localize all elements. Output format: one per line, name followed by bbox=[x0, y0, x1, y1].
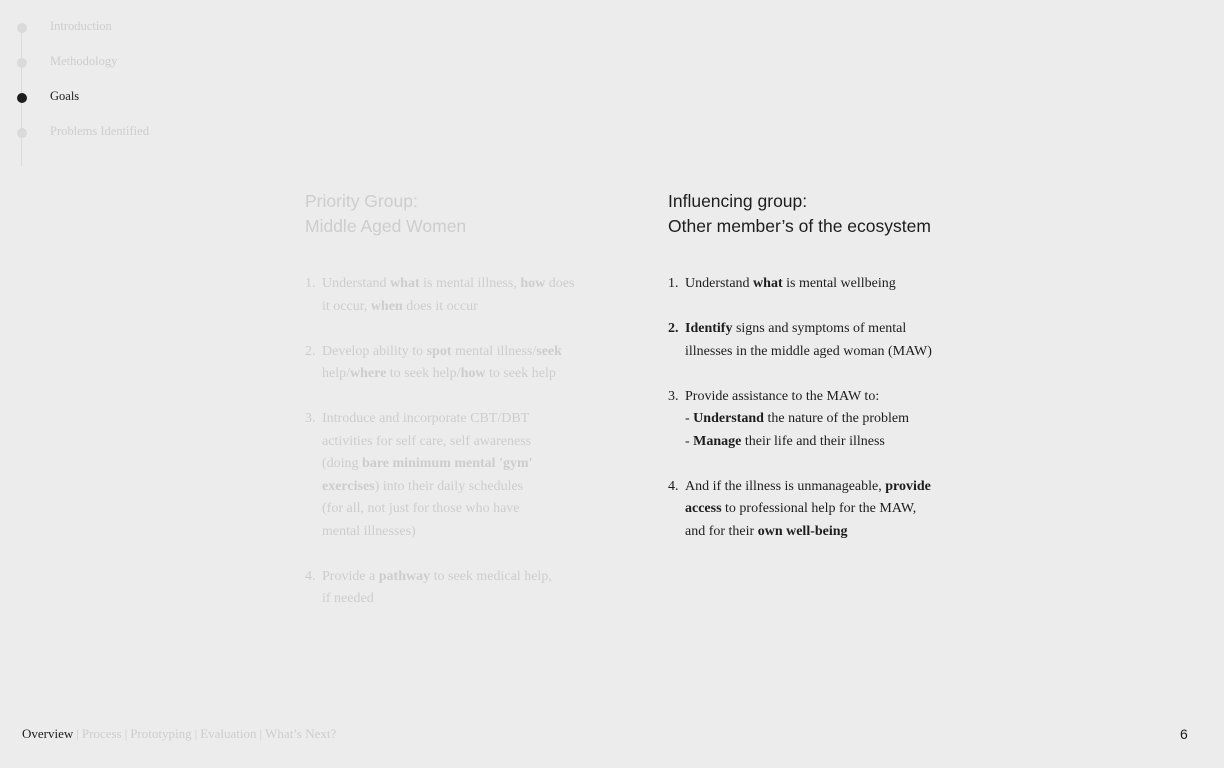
emphasis-text: what bbox=[753, 276, 783, 291]
emphasis-text: seek bbox=[536, 343, 562, 359]
emphasis-text: bare minimum mental 'gym' bbox=[362, 456, 533, 471]
influencing-group-heading bbox=[668, 189, 988, 239]
emphasis-text: pathway bbox=[378, 568, 431, 584]
nav-separator: | bbox=[259, 726, 263, 741]
goal-number: 3. bbox=[668, 388, 679, 404]
heading-line: Influencing group: bbox=[668, 191, 808, 211]
emphasis-text: access bbox=[685, 501, 722, 516]
nav-separator: | bbox=[76, 726, 79, 741]
priority-group-heading bbox=[305, 189, 605, 239]
goal-number: 2. bbox=[668, 321, 679, 336]
emphasis-text: Manage bbox=[693, 433, 742, 449]
goal-text: Identify signs and symptoms of mental illnesses in the middle aged woman (MAW) bbox=[685, 321, 932, 359]
influencing-group-section bbox=[668, 189, 988, 539]
goal-number: 2. bbox=[305, 343, 316, 359]
goal-text: Understand what is mental wellbeing bbox=[685, 276, 896, 291]
influencing-goals-list bbox=[668, 273, 932, 566]
goal-list-item bbox=[305, 408, 574, 543]
goal-number: 1. bbox=[305, 276, 316, 291]
goal-text: Provide a pathway to seek medical help, if needed bbox=[322, 568, 552, 606]
nav-prototyping[interactable]: Prototyping bbox=[130, 726, 192, 741]
nav-overview[interactable]: Overview bbox=[22, 726, 74, 741]
nav-separator: | bbox=[124, 726, 128, 741]
emphasis-text: Identify bbox=[685, 321, 733, 336]
timeline-dot bbox=[17, 58, 27, 68]
timeline-dot bbox=[17, 23, 27, 33]
emphasis-text: own well-being bbox=[757, 523, 848, 539]
goal-text: Introduce and incorporate CBT/DBT activities for self care, self awareness (doing bare minimum mental 'gym' exercises) into their daily schedules (for all, not just for those who have mental illnesses) bbox=[322, 411, 533, 539]
emphasis-text: where bbox=[350, 366, 387, 381]
emphasis-text: exercises bbox=[322, 478, 375, 494]
goal-text: Provide assistance to the MAW to: - Understand the nature of the problem - Manage their life and their illness bbox=[685, 388, 909, 449]
heading-line: Other member’s of the ecosystem bbox=[668, 216, 931, 236]
emphasis-text: spot bbox=[426, 343, 452, 359]
nav-separator: | bbox=[194, 726, 198, 741]
goal-list-item bbox=[668, 386, 932, 454]
nav-process[interactable]: Process bbox=[81, 726, 122, 741]
goal-list-item bbox=[668, 476, 932, 544]
emphasis-text: how bbox=[460, 366, 486, 381]
timeline-label: Goals bbox=[50, 89, 80, 103]
footer-nav bbox=[22, 726, 336, 742]
goal-list-item bbox=[305, 341, 574, 386]
nav-evaluation[interactable]: Evaluation bbox=[200, 726, 257, 741]
emphasis-text: how bbox=[520, 276, 546, 291]
priority-group-section bbox=[305, 189, 605, 606]
goal-number: 4. bbox=[668, 478, 679, 494]
goal-list-item bbox=[305, 273, 574, 318]
heading-line: Priority Group: bbox=[305, 191, 418, 211]
goal-number: 1. bbox=[668, 276, 679, 291]
emphasis-text: Understand bbox=[693, 411, 764, 426]
timeline-label: Methodology bbox=[50, 54, 118, 68]
page-number: 6 bbox=[1180, 726, 1188, 742]
goal-number: 4. bbox=[305, 568, 316, 584]
heading-line: Middle Aged Women bbox=[305, 216, 467, 236]
emphasis-text: when bbox=[370, 298, 403, 314]
goal-number: 3. bbox=[305, 411, 316, 426]
priority-goals-list bbox=[305, 273, 574, 633]
timeline-dot bbox=[17, 128, 27, 138]
timeline-label: Introduction bbox=[50, 19, 112, 33]
goal-text: Understand what is mental illness, how does it occur, when does it occur bbox=[322, 276, 575, 314]
goal-list-item bbox=[668, 273, 932, 296]
timeline-label: Problems Identified bbox=[50, 124, 149, 138]
emphasis-text: provide bbox=[885, 478, 931, 494]
timeline-dot-active bbox=[17, 93, 27, 103]
goal-list-item bbox=[668, 318, 932, 363]
nav-whats-next[interactable]: What’s Next? bbox=[265, 726, 337, 741]
goal-text: And if the illness is unmanageable, provide access to professional help for the MAW, and for their own well-being bbox=[685, 478, 931, 539]
goal-text: Develop ability to spot mental illness/seek help/where to seek help/how to seek help bbox=[322, 343, 562, 381]
goal-list-item bbox=[305, 566, 574, 611]
emphasis-text: what bbox=[390, 276, 420, 291]
